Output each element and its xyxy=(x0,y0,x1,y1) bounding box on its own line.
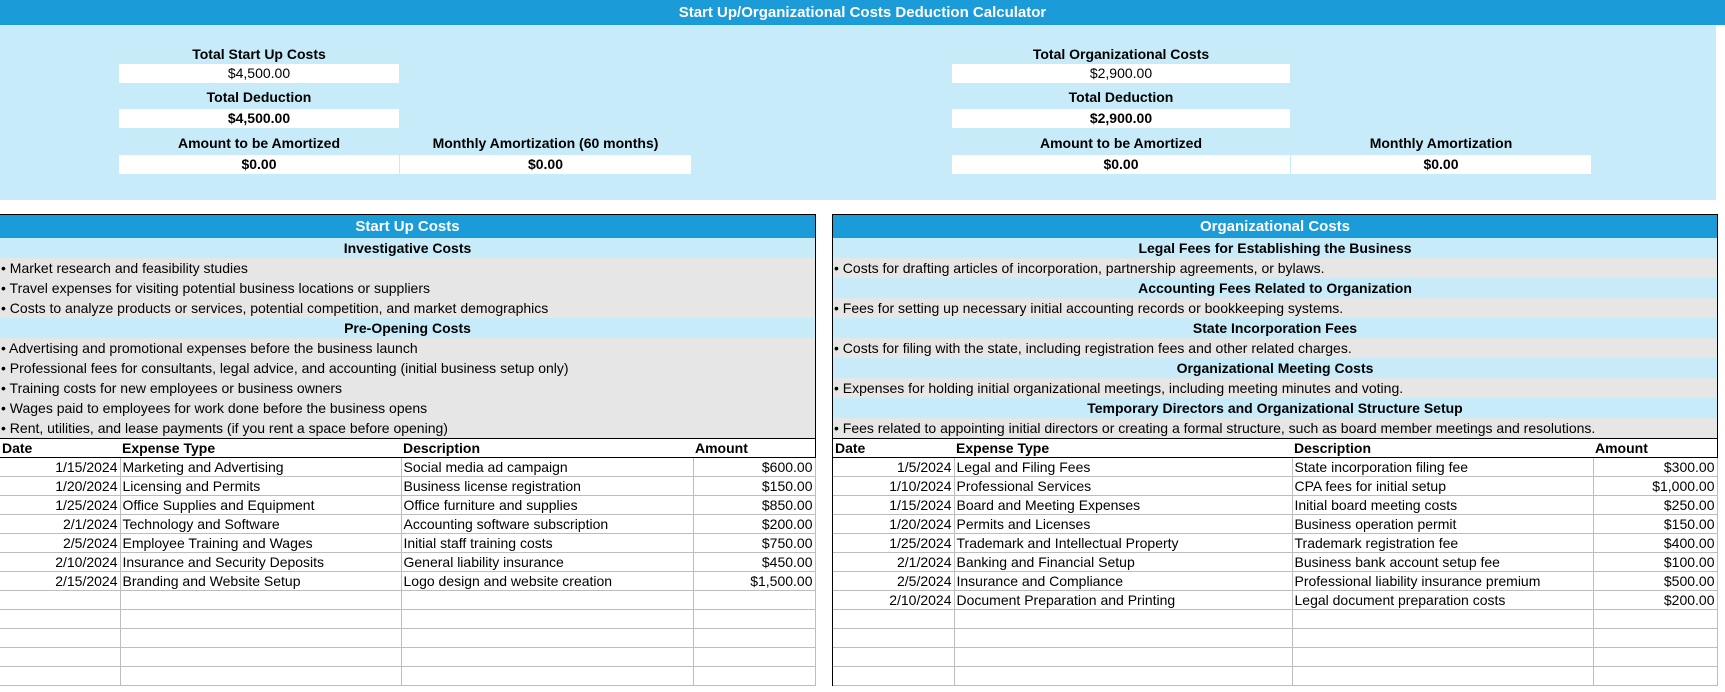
amount-cell[interactable] xyxy=(693,629,815,648)
expense-type-cell[interactable]: Insurance and Compliance xyxy=(954,572,1292,591)
table-row xyxy=(0,572,815,591)
pre-opening-item: • Rent, utilities, and lease payments (if you rent a space before opening) xyxy=(0,418,815,438)
expense-type-cell[interactable] xyxy=(120,591,401,610)
expense-type-cell[interactable]: Branding and Website Setup xyxy=(120,572,401,591)
date-cell[interactable]: 1/15/2024 xyxy=(0,458,120,477)
column-header-description: Description xyxy=(1292,439,1593,458)
table-row xyxy=(0,496,815,515)
amount-cell[interactable] xyxy=(693,610,815,629)
column-header-date: Date xyxy=(833,439,954,458)
date-cell[interactable]: 1/15/2024 xyxy=(833,496,954,515)
table-header-row xyxy=(833,439,1717,458)
org-monthly-amortization-label: Monthly Amortization xyxy=(1369,135,1513,151)
page-title: Start Up/Organizational Costs Deduction Calculator xyxy=(0,0,1725,25)
meeting-costs-item: • Expenses for holding initial organizational meetings, including meeting minutes and voting. xyxy=(833,378,1717,398)
table-row xyxy=(833,458,1717,477)
description-cell[interactable]: Professional liability insurance premium xyxy=(1292,572,1593,591)
amount-cell[interactable]: $100.00 xyxy=(1593,553,1717,572)
expense-type-cell[interactable]: Office Supplies and Equipment xyxy=(120,496,401,515)
table-row xyxy=(0,667,815,686)
amount-cell[interactable]: $750.00 xyxy=(693,534,815,553)
table-row xyxy=(0,477,815,496)
table-row xyxy=(0,610,815,629)
amount-cell[interactable] xyxy=(693,667,815,686)
state-incorporation-item: • Costs for filing with the state, including registration fees and other related charges. xyxy=(833,338,1717,358)
description-cell[interactable]: Office furniture and supplies xyxy=(401,496,693,515)
amount-cell[interactable] xyxy=(693,648,815,667)
org-header: Organizational Costs xyxy=(833,214,1717,238)
description-cell[interactable]: Trademark registration fee xyxy=(1292,534,1593,553)
table-row xyxy=(833,534,1717,553)
date-cell[interactable]: 1/20/2024 xyxy=(833,515,954,534)
description-cell[interactable] xyxy=(401,648,693,667)
expense-type-cell[interactable] xyxy=(954,667,1292,686)
date-cell[interactable] xyxy=(833,648,954,667)
date-cell[interactable] xyxy=(0,648,120,667)
startup-header: Start Up Costs xyxy=(0,214,815,238)
date-cell[interactable]: 1/5/2024 xyxy=(833,458,954,477)
pre-opening-item: • Training costs for new employees or business owners xyxy=(0,378,815,398)
date-cell[interactable]: 2/5/2024 xyxy=(0,534,120,553)
description-cell[interactable]: CPA fees for initial setup xyxy=(1292,477,1593,496)
date-cell[interactable]: 2/10/2024 xyxy=(833,591,954,610)
expense-type-cell[interactable] xyxy=(954,610,1292,629)
expense-type-cell[interactable]: Permits and Licenses xyxy=(954,515,1292,534)
total-startup-label: Total Start Up Costs xyxy=(192,46,326,62)
total-org-value[interactable]: $2,900.00 xyxy=(952,64,1290,83)
amount-cell[interactable] xyxy=(1593,667,1717,686)
amount-cell[interactable]: $200.00 xyxy=(693,515,815,534)
table-row xyxy=(833,591,1717,610)
table-row xyxy=(833,515,1717,534)
amount-cell[interactable]: $1,000.00 xyxy=(1593,477,1717,496)
amount-cell[interactable]: $300.00 xyxy=(1593,458,1717,477)
table-row xyxy=(833,477,1717,496)
expense-type-cell[interactable] xyxy=(120,648,401,667)
column-header-expense-type: Expense Type xyxy=(954,439,1292,458)
table-row xyxy=(0,591,815,610)
amount-cell[interactable]: $150.00 xyxy=(1593,515,1717,534)
temporary-directors-heading: Temporary Directors and Organizational Structure Setup xyxy=(833,398,1717,418)
amount-cell[interactable]: $450.00 xyxy=(693,553,815,572)
amount-cell[interactable]: $500.00 xyxy=(1593,572,1717,591)
table-row xyxy=(0,458,815,477)
expense-type-cell[interactable] xyxy=(120,610,401,629)
legal-fees-heading: Legal Fees for Establishing the Business xyxy=(833,238,1717,258)
amortized-value[interactable]: $0.00 xyxy=(119,155,399,174)
legal-fees-item: • Costs for drafting articles of incorporation, partnership agreements, or bylaws. xyxy=(833,258,1717,278)
description-cell[interactable] xyxy=(1292,648,1593,667)
date-cell[interactable] xyxy=(0,629,120,648)
description-cell[interactable]: Legal document preparation costs xyxy=(1292,591,1593,610)
state-incorporation-heading: State Incorporation Fees xyxy=(833,318,1717,338)
date-cell[interactable] xyxy=(833,629,954,648)
column-header-date: Date xyxy=(0,439,120,458)
amount-cell[interactable]: $1,500.00 xyxy=(693,572,815,591)
expense-type-cell[interactable]: Licensing and Permits xyxy=(120,477,401,496)
org-monthly-amortization-value[interactable]: $0.00 xyxy=(1291,155,1591,174)
monthly-amortization-label: Monthly Amortization (60 months) xyxy=(432,135,659,151)
amount-cell[interactable] xyxy=(693,591,815,610)
column-header-amount: Amount xyxy=(693,439,815,458)
table-row xyxy=(833,496,1717,515)
description-cell[interactable]: General liability insurance xyxy=(401,553,693,572)
investigative-item: • Travel expenses for visiting potential business locations or suppliers xyxy=(0,278,815,298)
total-deduction-value[interactable]: $4,500.00 xyxy=(119,109,399,128)
temporary-directors-item: • Fees related to appointing initial directors or creating a formal structure, such as board member meetings and resolutions. xyxy=(833,418,1717,438)
date-cell[interactable]: 2/15/2024 xyxy=(0,572,120,591)
investigative-item: • Market research and feasibility studies xyxy=(0,258,815,278)
date-cell[interactable]: 2/10/2024 xyxy=(0,553,120,572)
date-cell[interactable] xyxy=(833,667,954,686)
expense-type-cell[interactable]: Insurance and Security Deposits xyxy=(120,553,401,572)
description-cell[interactable]: Logo design and website creation xyxy=(401,572,693,591)
description-cell[interactable] xyxy=(401,610,693,629)
date-cell[interactable] xyxy=(833,610,954,629)
table-row xyxy=(0,629,815,648)
date-cell[interactable]: 1/25/2024 xyxy=(0,496,120,515)
table-row xyxy=(833,572,1717,591)
description-cell[interactable]: Accounting software subscription xyxy=(401,515,693,534)
accounting-fees-heading: Accounting Fees Related to Organization xyxy=(833,278,1717,298)
org-deduction-value[interactable]: $2,900.00 xyxy=(952,109,1290,128)
description-cell[interactable]: Social media ad campaign xyxy=(401,458,693,477)
expense-type-cell[interactable] xyxy=(120,629,401,648)
startup-costs-panel xyxy=(0,214,816,686)
table-row xyxy=(0,648,815,667)
amount-cell[interactable]: $600.00 xyxy=(693,458,815,477)
amount-cell[interactable] xyxy=(1593,629,1717,648)
description-cell[interactable] xyxy=(1292,629,1593,648)
accounting-fees-item: • Fees for setting up necessary initial accounting records or bookkeeping systems. xyxy=(833,298,1717,318)
description-cell[interactable]: Business license registration xyxy=(401,477,693,496)
table-row xyxy=(0,515,815,534)
date-cell[interactable]: 1/20/2024 xyxy=(0,477,120,496)
summary-panel xyxy=(0,25,1716,200)
amount-cell[interactable]: $400.00 xyxy=(1593,534,1717,553)
date-cell[interactable]: 1/10/2024 xyxy=(833,477,954,496)
date-cell[interactable] xyxy=(0,667,120,686)
amount-cell[interactable] xyxy=(1593,648,1717,667)
expense-type-cell[interactable]: Trademark and Intellectual Property xyxy=(954,534,1292,553)
description-cell[interactable]: State incorporation filing fee xyxy=(1292,458,1593,477)
description-cell[interactable] xyxy=(1292,667,1593,686)
description-cell[interactable] xyxy=(1292,610,1593,629)
monthly-amortization-value[interactable]: $0.00 xyxy=(400,155,691,174)
column-header-expense-type: Expense Type xyxy=(120,439,401,458)
meeting-costs-heading: Organizational Meeting Costs xyxy=(833,358,1717,378)
date-cell[interactable] xyxy=(0,610,120,629)
amount-cell[interactable]: $200.00 xyxy=(1593,591,1717,610)
investigative-costs-heading: Investigative Costs xyxy=(0,238,815,258)
expense-type-cell[interactable]: Technology and Software xyxy=(120,515,401,534)
description-cell[interactable]: Business bank account setup fee xyxy=(1292,553,1593,572)
expense-type-cell[interactable] xyxy=(120,667,401,686)
expense-type-cell[interactable] xyxy=(954,648,1292,667)
description-cell[interactable] xyxy=(401,629,693,648)
amount-cell[interactable] xyxy=(1593,610,1717,629)
description-cell[interactable]: Business operation permit xyxy=(1292,515,1593,534)
description-cell[interactable]: Initial board meeting costs xyxy=(1292,496,1593,515)
expense-type-cell[interactable]: Professional Services xyxy=(954,477,1292,496)
column-header-description: Description xyxy=(401,439,693,458)
org-deduction-label: Total Deduction xyxy=(1068,89,1174,105)
expense-type-cell[interactable]: Marketing and Advertising xyxy=(120,458,401,477)
date-cell[interactable] xyxy=(0,591,120,610)
pre-opening-item: • Advertising and promotional expenses before the business launch xyxy=(0,338,815,358)
date-cell[interactable]: 2/1/2024 xyxy=(0,515,120,534)
amount-cell[interactable]: $250.00 xyxy=(1593,496,1717,515)
table-row xyxy=(833,648,1717,667)
total-deduction-label: Total Deduction xyxy=(206,89,312,105)
column-header-amount: Amount xyxy=(1593,439,1717,458)
description-cell[interactable] xyxy=(401,667,693,686)
amortized-label: Amount to be Amortized xyxy=(177,135,341,151)
amount-cell[interactable]: $850.00 xyxy=(693,496,815,515)
total-startup-value[interactable]: $4,500.00 xyxy=(119,64,399,83)
pre-opening-item: • Wages paid to employees for work done before the business opens xyxy=(0,398,815,418)
expense-type-cell[interactable]: Banking and Financial Setup xyxy=(954,553,1292,572)
date-cell[interactable]: 2/1/2024 xyxy=(833,553,954,572)
pre-opening-item: • Professional fees for consultants, legal advice, and accounting (initial business setup only) xyxy=(0,358,815,378)
table-row xyxy=(833,553,1717,572)
description-cell[interactable] xyxy=(401,591,693,610)
amount-cell[interactable]: $150.00 xyxy=(693,477,815,496)
table-row xyxy=(833,629,1717,648)
startup-expense-table xyxy=(0,438,816,686)
expense-type-cell[interactable]: Document Preparation and Printing xyxy=(954,591,1292,610)
table-row xyxy=(0,534,815,553)
total-org-label: Total Organizational Costs xyxy=(1032,46,1210,62)
table-row xyxy=(833,667,1717,686)
expense-type-cell[interactable]: Board and Meeting Expenses xyxy=(954,496,1292,515)
investigative-item: • Costs to analyze products or services, potential competition, and market demographics xyxy=(0,298,815,318)
table-row xyxy=(833,610,1717,629)
expense-type-cell[interactable]: Employee Training and Wages xyxy=(120,534,401,553)
date-cell[interactable]: 1/25/2024 xyxy=(833,534,954,553)
expense-type-cell[interactable] xyxy=(954,629,1292,648)
org-expense-table xyxy=(833,438,1718,686)
org-amortized-label: Amount to be Amortized xyxy=(1039,135,1203,151)
expense-type-cell[interactable]: Legal and Filing Fees xyxy=(954,458,1292,477)
table-header-row xyxy=(0,439,815,458)
organizational-costs-panel xyxy=(832,214,1718,686)
org-amortized-value[interactable]: $0.00 xyxy=(952,155,1290,174)
table-row xyxy=(0,553,815,572)
pre-opening-costs-heading: Pre-Opening Costs xyxy=(0,318,815,338)
date-cell[interactable]: 2/5/2024 xyxy=(833,572,954,591)
description-cell[interactable]: Initial staff training costs xyxy=(401,534,693,553)
